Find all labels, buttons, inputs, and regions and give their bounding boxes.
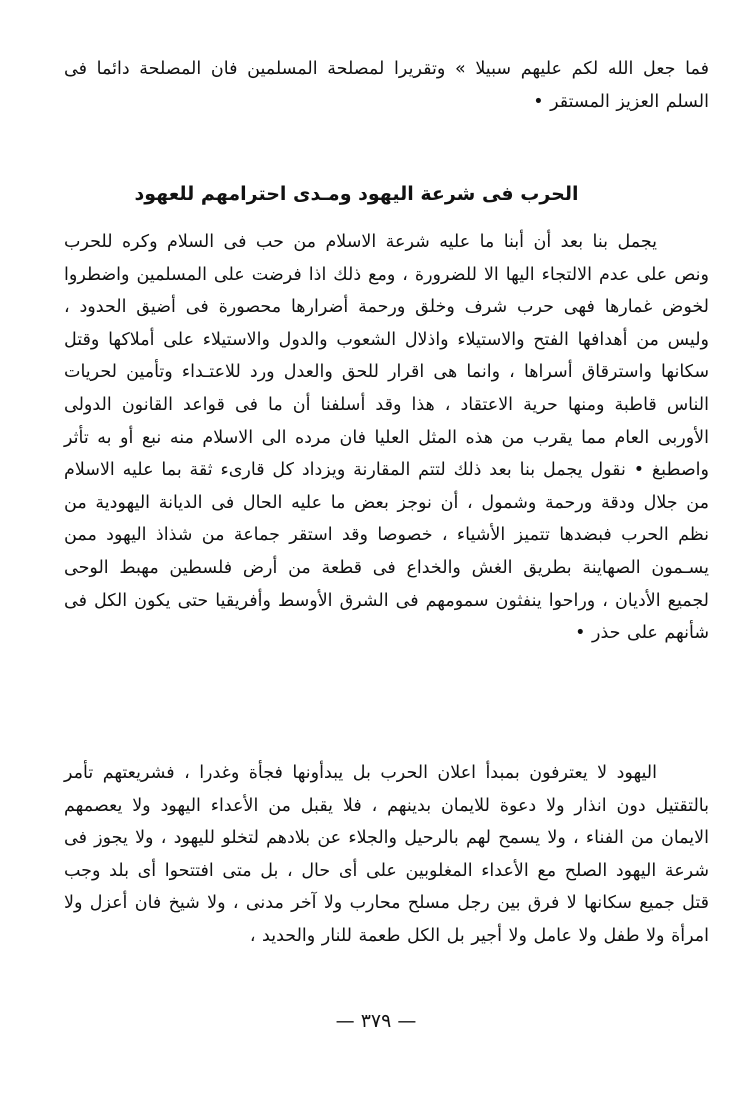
body-paragraph-1	[64, 226, 709, 650]
body-paragraph-2	[64, 757, 709, 953]
intro-text: فما جعل الله لكم عليهم سبيلا » وتقريرا لمصلحة المسلمين فان المصلحة دائما فى السلم العزيز المستقر •	[64, 59, 709, 112]
paragraph-2-text: اليهود لا يعترفون بمبدأ اعلان الحرب بل يبدأونها فجأة وغدرا ، فشريعتهم تأمر بالتقتيل دون انذار ولا دعوة للايمان بدينهم ، فلا يقبل من الأعداء اليهود ولا يعصمهم الايمان من الفناء ، ولا يسمح لهم بالرحيل والجلاء عن بلادهم لتخلو لليهود ، ولا يجوز فى شرعة اليهود الصلح مع الأعداء المغلوبين على أى حال ، بل متى افتتحوا أى بلد وجب قتل جميع سكانها لا فرق بين رجل مسلح محارب ولا آخر مدنى ، ولا شيخ فان أعزل ولا امرأة ولا طفل ولا عامل ولا أجير بل الكل طعمة للنار والحديد ،	[64, 763, 709, 946]
paragraph-1-text: يجمل بنا بعد أن أبنا ما عليه شرعة الاسلام من حب فى السلام وكره للحرب ونص على عدم الالتجاء اليها الا للضرورة ، ومع ذلك اذا فرضت على المسلمين واضطروا لخوض غمارها فهى حرب شرف وخلق ورحمة أضرارها محصورة فى أضيق الحدود ، وليس من أهدافها الفتح والاستيلاء واذلال الشعوب والدول والاستيلاء على أملاكها وقتل سكانها واسترقاق أسراها ، وانما هى اقرار للحق والعدل ورد للاعتـداء وتأمين لحريات الناس قاطبة ومنها حرية الاعتقاد ، هذا وقد أسلفنا أن ما فى قواعد القانون الدولى الأوربى العام مما يقرب من هذه المثل العليا فان مرده الى الاسلام منه نبع أو به تأثر واصطبغ • نقول يجمل بنا بعد ذلك لتتم المقارنة ويزداد كل قارىء ثقة بما عليه الاسلام من جلال ودقة ورحمة وشمول ، أن نوجز بعض ما عليه الحال فى الديانة اليهودية من نظم الحرب فبضدها تتميز الأشياء ، خصوصا وقد استقر جماعة من شذاذ اليهود ممن يسـمون الصهاينة بطريق الغش والخداع فى قطعة من أرض فلسطين مهبط الوحى لجميع الأديان ، وراحوا ينفثون سمومهم فى الشرق الأوسط وأفريقيا حتى يكون الكل فى شأنهم على حذر •	[64, 232, 709, 644]
intro-paragraph	[64, 53, 709, 118]
page-number: — ٣٧٩ —	[335, 1010, 417, 1032]
section-heading: الحرب فى شرعة اليهود ومـدى احترامهم للعهود	[134, 183, 579, 205]
